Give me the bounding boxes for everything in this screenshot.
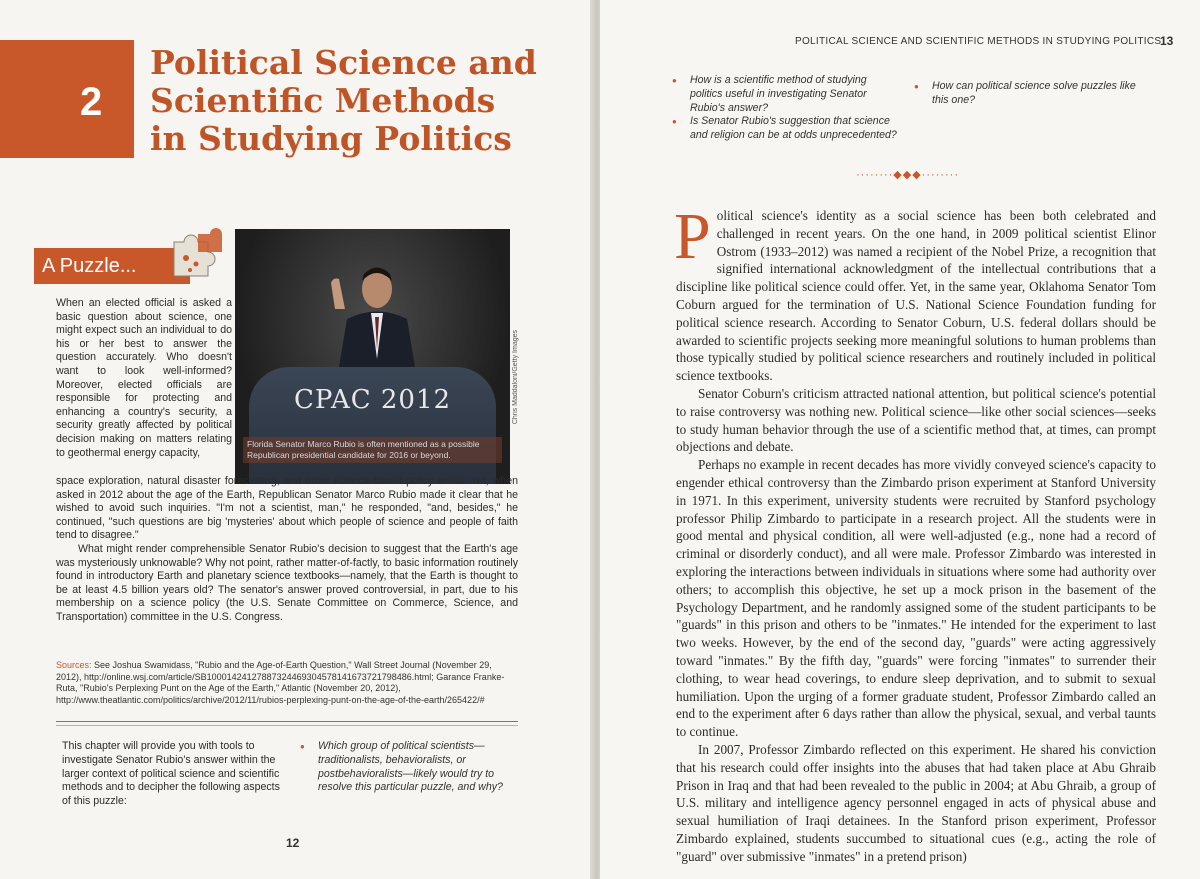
speaker-figure (327, 249, 427, 379)
chapter-number: 2 (80, 80, 103, 124)
chapter-title-line: in Studying Politics (150, 119, 512, 158)
body-paragraph (674, 200, 1156, 385)
question-item: ● Is Senator Rubio's suggestion that science and religion can be at odds unprecedented? (672, 115, 898, 143)
left-page (0, 0, 594, 879)
chapter-title-line: Political Science and (150, 43, 537, 82)
main-text (674, 200, 1156, 865)
chapter-intro: This chapter will provide you with tools to investigate Senator Rubio's answer within the larger context of political science and scientific methods and to decipher the following aspects of this puzzle: (62, 740, 280, 808)
podium-banner: CPAC 2012 (293, 385, 452, 415)
divider (56, 725, 518, 726)
photo-caption: Florida Senator Marco Rubio is often mentioned as a possible Republican presidential candidate for 2016 or beyond. (243, 437, 502, 463)
sources-note (56, 660, 518, 706)
section-ornament: ········◆◆◆········ (856, 169, 959, 181)
question-item: ● Which group of political scientists—traditionalists, behavioralists, or postbehavioralists—likely would try to resolve this particular puzzle, and why? (300, 740, 510, 795)
question-item: ● How can political science solve puzzles like this one? (914, 80, 1146, 108)
chapter-title-line: Scientific Methods (150, 81, 496, 120)
intro-paragraph: When an elected official is asked a basic question about science, one might expect such an individual to do his or her best to answer the question accurately. Who doesn't want to look well-informed? Moreover, elected officials are responsible for protecting and enhancing a country's security, a security greatly affected by political decision making on matters relating to geothermal energy capacity, (56, 297, 232, 459)
body-paragraph: Perhaps no example in recent decades has more vividly conveyed science's capacity to engender ethical controversy than the Zimbardo prison experiment at Stanford University in 1971. In this experiment, university students were recruited by Stanford psychology professor Philip Zimbardo to participate in a research project. All the students were in good mental and physical condition, all were well-adjusted (e.g., none had a record of criminal or disorderly conduct), and all were male. Professor Zimbardo was interested in exploring the interactions between individuals in situations where some had authority over others; to accomplish this objective, he set up a mock prison in the basement of the Psychology Department, and he randomly assigned some of the student participants to be "guards" in this prison and others to be "inmates." He intended for the experiment to last two weeks. However, by the end of the second day, "guards" were acting aggressively toward "inmates." By the fifth day, "guards" were forcing "inmates" to surrender their clothing, to wear head coverings, to endure sleep deprivation, and to submit to sexual humiliation. Upon the urging of a former graduate student, Professor Zimbardo called an end to the experiment after 6 days rather than allow the physical, sexual, and verbal taunts to continue. (676, 457, 1156, 740)
senator-photo (235, 229, 510, 484)
puzzle-questions (672, 74, 898, 143)
puzzle-questions (300, 740, 510, 795)
puzzle-questions (914, 80, 1146, 108)
right-page (600, 0, 1200, 879)
page-number: 12 (286, 836, 300, 850)
paragraph-text: olitical science's identity as a social science has been both celebrated and challenged in recent years. On the one hand, in 2009 political scientist Elinor Ostrom (1933–2012) was named a recipient of the Nobel Prize, a recognition that signified international acknowledgment of the intellectual contributions that a discipline like political science could offer. Yet, in the same year, Oklahoma Senator Tom Coburn argued for the termination of U.S. National Science Foundation funding for political science research. According to Senator Coburn, U.S. federal dollars should be awarded to scientific projects seeking more meaningful solutions to human problems than those typically studied by political science researchers and routinely included in political science textbooks. (676, 208, 1156, 384)
sources-text: See Joshua Swamidass, "Rubio and the Age-of-Earth Question," Wall Street Journal (November 29, 2012), http://online.wsj.com/article/SB10001424127887324469304578141673721798486.html; Garance Franke-Ruta, "Rubio's Perplexing Punt on the Age of the Earth," Atlantic (November 20, 2012), http://www.theatlantic.com/politics/archive/2012/11/rubios-perplexing-punt-on-the-age-of-the-earth/265422/# (56, 660, 505, 705)
sources-label: Sources: (56, 660, 92, 670)
photo-credit: Chris Maddaloni/Getty Images (512, 330, 519, 425)
divider (56, 721, 518, 722)
page-number: 13 (1160, 34, 1174, 48)
puzzle-label: A Puzzle... (34, 248, 190, 284)
chapter-title (150, 44, 537, 158)
puzzle-continuation (56, 475, 518, 625)
chapter-number-block (0, 40, 134, 158)
running-head: POLITICAL SCIENCE AND SCIENTIFIC METHODS IN STUDYING POLITICS (795, 36, 1162, 47)
continuation-paragraph: space exploration, natural disaster forecasting, and other science-based policy areas. Yet, when asked in 2012 about the age of the Earth, Republican Senator Marco Rubio made it clear that he wished to avoid such inquiries. "I'm not a scientist, man," he responded, "and, besides," he continued, "such questions are big 'mysteries' about which people of science and people of faith tend to disagree." (56, 475, 518, 542)
body-paragraph: Senator Coburn's criticism attracted national attention, but political science's potential to raise controversy was nothing new. Political science—like other social sciences—seeks to study human behavior through the use of a scientific method that, at times, can prompt objections and debate. (676, 385, 1156, 455)
body-paragraph: In 2007, Professor Zimbardo reflected on this experiment. He shared his conviction that his research could offer insights into the abuses that had taken place at Abu Ghraib Prison in Iraq and that had been revealed to the public in 2004; at Abu Ghraib, a group of U.S. military and intelligence agency personnel engaged in acts of physical abuse and sexual humiliation of Iraqi detainees. In the Stanford prison experiment, Professor Zimbardo explained, students succumbed to situational cues (e.g., acting the role of "guard" over submissive "inmates" in a pretend prison) (676, 741, 1156, 864)
drop-cap: P (674, 200, 711, 273)
question-item: ● How is a scientific method of studying politics useful in investigating Senator Rubio's answer? (672, 74, 898, 115)
continuation-paragraph: What might render comprehensible Senator Rubio's decision to suggest that the Earth's age was mysteriously unknowable? Why not point, rather matter-of-factly, to basic information routinely found in introductory Earth and planetary science textbooks—namely, that the Earth is thought to be at least 4.5 billion years old? The senator's answer proved controversial, in part, due to his membership on a science policy (the U.S. Senate Committee on Commerce, Science, and Transportation) committee in the U.S. Congress. (56, 542, 518, 623)
puzzle-piece-icon (160, 224, 226, 282)
